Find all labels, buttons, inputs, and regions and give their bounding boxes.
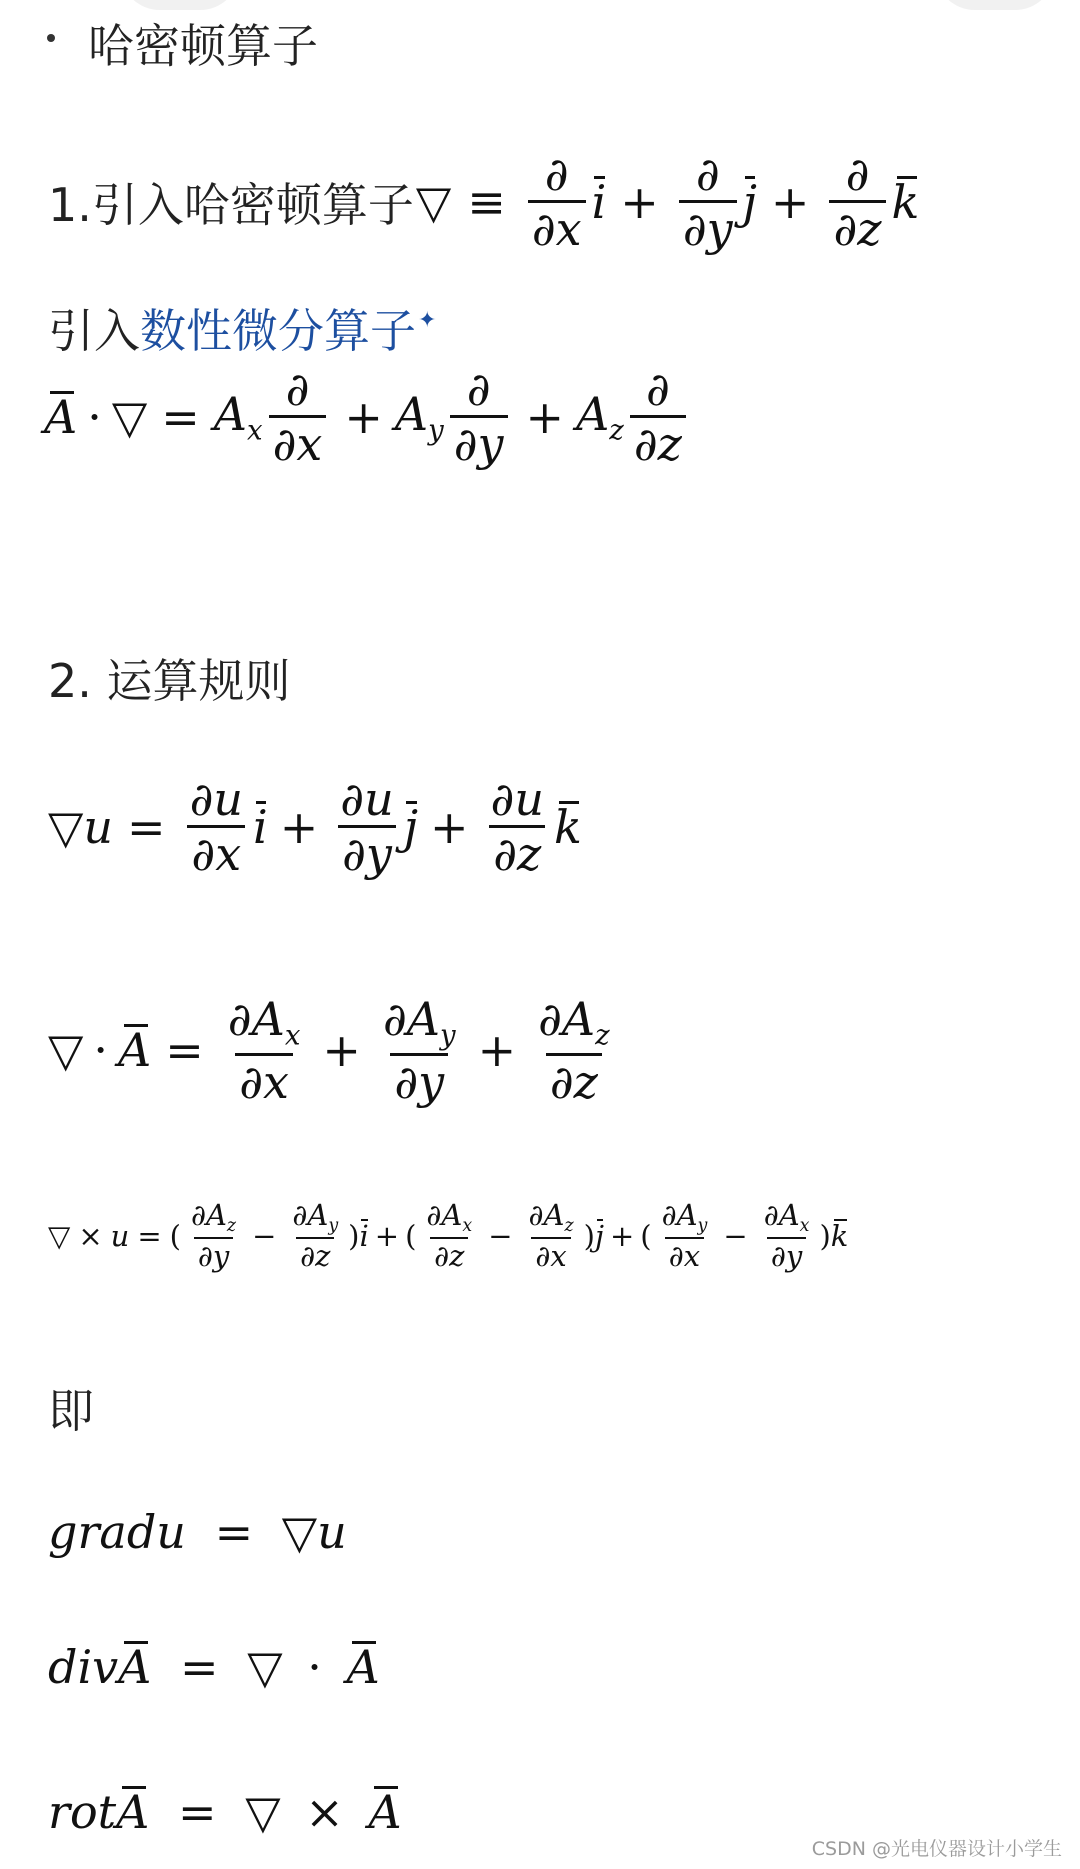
unit-vector-j: j [403, 799, 418, 854]
dot-operator: · [307, 1640, 322, 1694]
frac-dAz-dy: $\frac{\partial A_z}{\partial y}$ [190, 1198, 237, 1274]
unit-vector-i: i [591, 174, 607, 229]
frac-dAz-dz: $\frac{\partial A_z}{\partial z}$ [538, 992, 610, 1109]
section-heading: 哈密顿算子 [88, 19, 318, 73]
vector-A: A [346, 1640, 380, 1694]
left-paren: ( [405, 1218, 417, 1253]
nabla-definition-line [48, 147, 920, 257]
nabla-symbol: ▽ [48, 799, 84, 854]
dot-operator: · [87, 389, 102, 444]
bullet-dot [47, 34, 55, 42]
cross-operator: × [305, 1785, 344, 1839]
frac-dAx-dx: $\frac{\partial A_x}{\partial x}$ [227, 992, 301, 1109]
scalar-u: u [110, 1218, 130, 1253]
frac-du-dy: $\frac{\partial u}{\partial y}$ [336, 775, 397, 879]
right-paren: ) [583, 1218, 595, 1253]
sparkle-icon: ✦ [418, 308, 437, 333]
nabla-symbol: ▽ [48, 1023, 84, 1078]
nabla-symbol: ▽ [415, 174, 452, 229]
frac-d-dz: $\frac{\partial}{\partial z}$ [829, 150, 885, 254]
equals-sign: = [178, 1785, 217, 1839]
scalar-operator-intro [48, 295, 436, 361]
frac-d-dx: $\frac{\partial}{\partial x}$ [528, 150, 586, 254]
equals-sign: = [161, 389, 200, 444]
plus-sign: + [620, 174, 659, 229]
nabla-symbol: ▽ [245, 1785, 281, 1839]
scalar-operator-formula [44, 362, 692, 472]
div-definition [48, 1640, 380, 1694]
equals-sign: = [137, 1218, 162, 1253]
nabla-symbol: ▽ [111, 389, 148, 444]
plus-sign: + [429, 799, 469, 854]
A-x: $A_x$ [213, 386, 263, 447]
vector-A: A [368, 1785, 402, 1839]
plus-sign: + [322, 1023, 361, 1078]
scalar-operator-link[interactable]: 数性微分算子 [140, 304, 416, 358]
nabla-symbol: ▽ [247, 1640, 283, 1694]
namely-label: 即 [48, 1384, 94, 1438]
frac-d-dz: $\frac{\partial}{\partial z}$ [630, 365, 686, 469]
plus-sign: + [344, 389, 383, 444]
rot-label: rot [48, 1785, 117, 1839]
nabla-symbol: ▽ [281, 1505, 318, 1559]
cross-operator: × [78, 1218, 103, 1253]
unit-vector-k: k [891, 174, 920, 229]
frac-dAy-dz: $\frac{\partial A_y}{\partial z}$ [292, 1198, 339, 1274]
A-z: $A_z$ [576, 386, 624, 447]
unit-vector-i: i [359, 1218, 369, 1253]
scalar-u: u [83, 799, 114, 854]
plus-sign: + [374, 1218, 400, 1253]
right-paren: ) [348, 1218, 360, 1253]
unit-vector-i: i [253, 799, 268, 854]
frac-du-dz: $\frac{\partial u}{\partial z}$ [490, 772, 544, 882]
nabla-symbol: ▽ [48, 1218, 71, 1253]
left-paren: ( [640, 1218, 652, 1253]
frac-dAz-dx: $\frac{\partial A_z}{\partial x}$ [528, 1198, 574, 1274]
scalar-u: u [317, 1505, 347, 1559]
plus-sign: + [477, 1023, 517, 1078]
frac-dAy-dx: $\frac{\partial A_y}{\partial x}$ [661, 1198, 708, 1274]
right-paren: ) [819, 1218, 831, 1253]
plus-sign: + [279, 799, 319, 854]
frac-dAx-dz: $\frac{\partial A_x}{\partial z}$ [426, 1198, 473, 1274]
gradient-formula [48, 772, 582, 882]
frac-d-dy: $\frac{\partial}{\partial y}$ [450, 365, 508, 469]
rot-definition [48, 1785, 402, 1839]
frac-dAy-dy: $\frac{\partial A_y}{\partial y}$ [382, 992, 456, 1109]
equals-sign: = [127, 799, 166, 854]
plus-sign: + [525, 389, 565, 444]
divergence-formula [48, 992, 620, 1109]
frac-d-dx: $\frac{\partial}{\partial x}$ [269, 365, 327, 469]
nabla-intro-text: 1.引入哈密顿算子 [48, 177, 414, 232]
plus-sign: + [609, 1218, 635, 1253]
minus-sign: − [488, 1218, 513, 1253]
minus-sign: − [723, 1218, 748, 1253]
grad-label: gradu [48, 1505, 186, 1559]
plus-sign: + [770, 174, 810, 229]
top-avatar-right-partial [935, 0, 1055, 10]
minus-sign: − [252, 1218, 277, 1253]
section2-title: 2. 运算规则 [48, 654, 291, 708]
equals-sign: = [180, 1640, 219, 1694]
equals-sign: = [165, 1023, 204, 1078]
top-avatar-left-partial [120, 0, 240, 10]
grad-definition [48, 1505, 347, 1559]
dot-operator: · [93, 1023, 109, 1078]
vector-A: A [44, 389, 78, 444]
vector-A: A [118, 1023, 152, 1078]
frac-dAx-dy: $\frac{\partial A_x}{\partial y}$ [763, 1198, 810, 1274]
A-y: $A_y$ [394, 386, 444, 447]
scalar-intro-prefix: 引入 [48, 304, 140, 358]
vector-A: A [118, 1640, 152, 1694]
curl-formula [48, 1200, 848, 1272]
csdn-watermark: CSDN @光电仪器设计小学生 [811, 1838, 1062, 1860]
equiv-sign: ≡ [467, 174, 506, 229]
div-label: div [48, 1640, 119, 1694]
equals-sign: = [214, 1505, 254, 1559]
vector-A: A [116, 1785, 150, 1839]
unit-vector-j: j [742, 174, 757, 229]
unit-vector-k: k [830, 1218, 849, 1253]
frac-d-dy: $\frac{\partial}{\partial y}$ [679, 150, 737, 254]
frac-du-dx: $\frac{\partial u}{\partial x}$ [186, 775, 247, 879]
unit-vector-k: k [553, 799, 582, 854]
left-paren: ( [169, 1218, 181, 1253]
unit-vector-j: j [594, 1218, 604, 1253]
